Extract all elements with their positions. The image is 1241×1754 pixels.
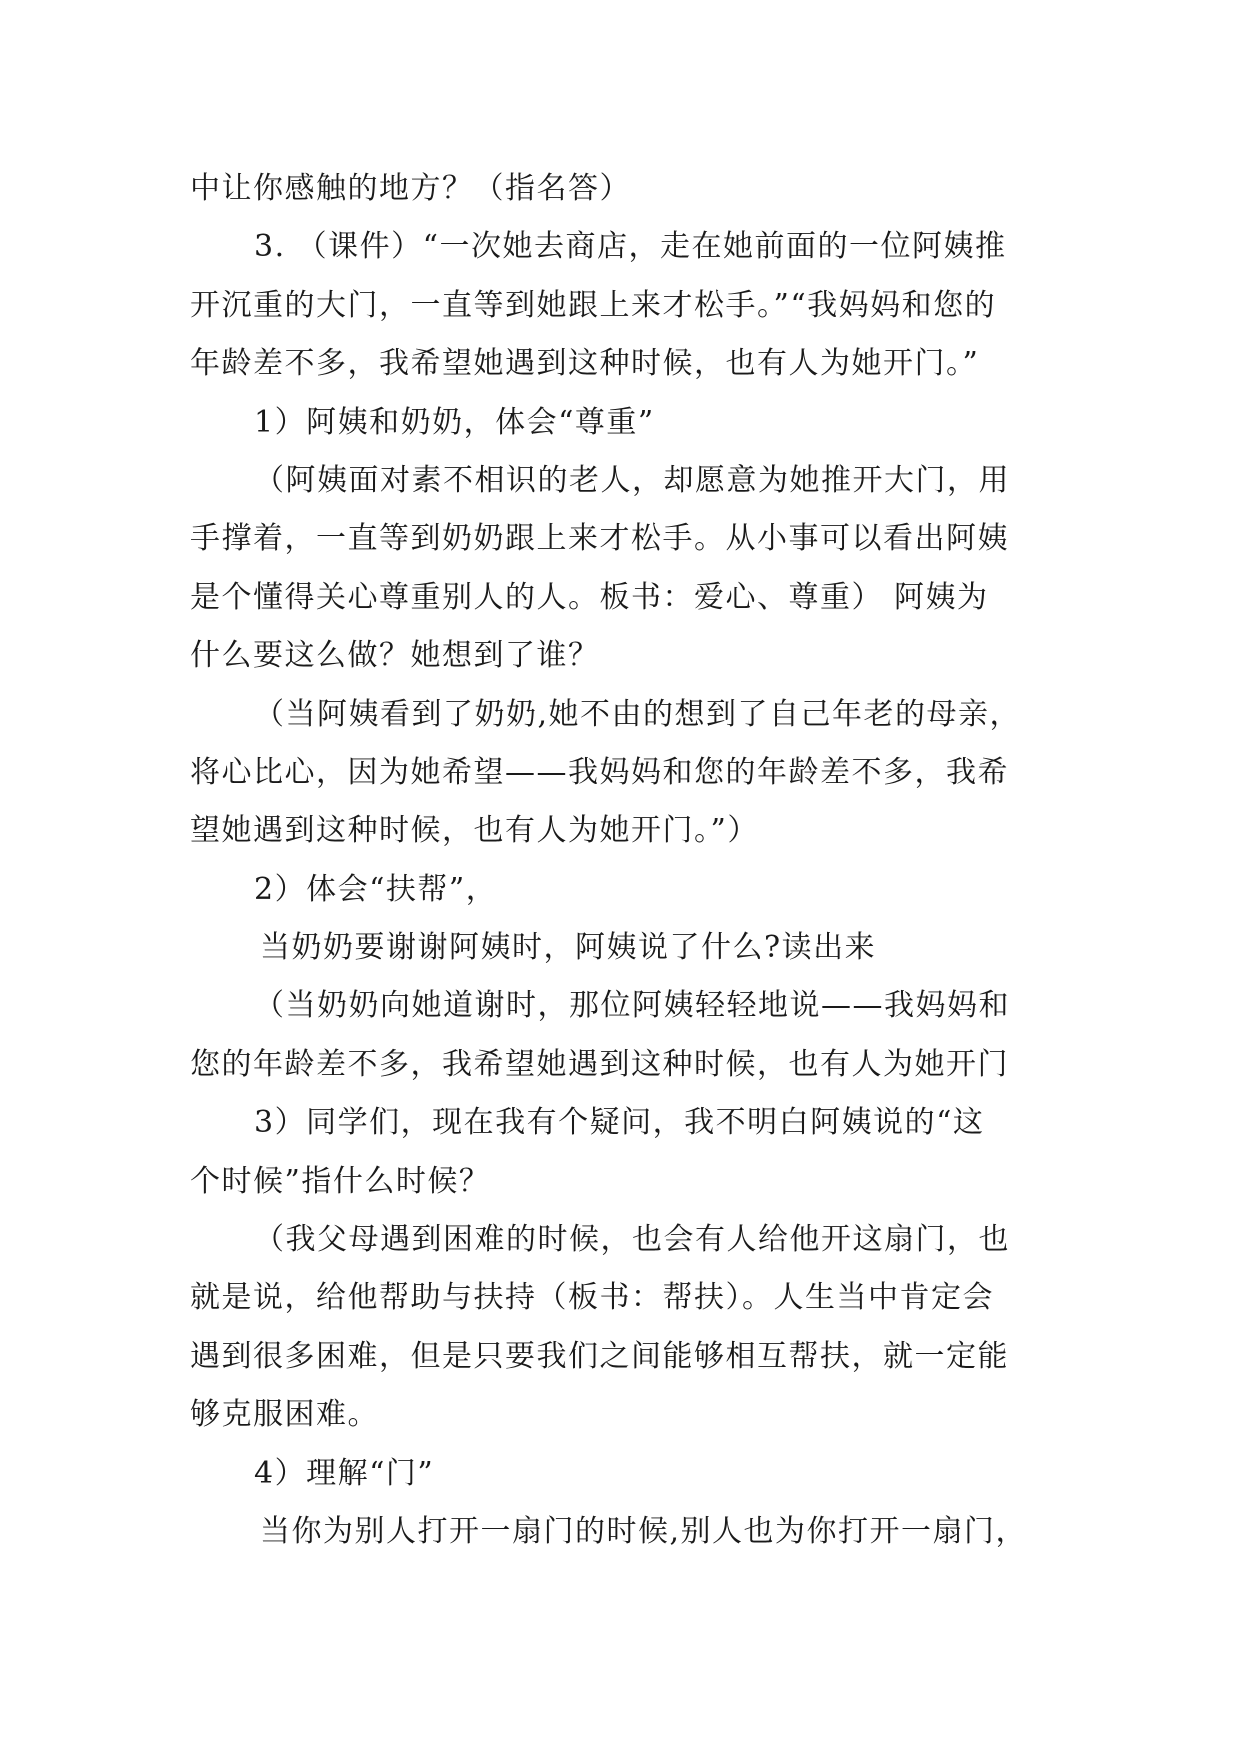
text-line: 年龄差不多，我希望她遇到这种时候，也有人为她开门。” [190, 346, 980, 382]
text-line: 3. （课件）“一次她去商店，走在她前面的一位阿姨推 [254, 229, 1007, 265]
text-line: 就是说，给他帮助与扶持（板书：帮扶）。人生当中肯定会 [190, 1280, 994, 1316]
text-line: 个时候”指什么时候？ [190, 1163, 491, 1199]
text-line: 当你为别人打开一扇门的时候,别人也为你打开一扇门， [260, 1513, 1028, 1549]
text-line: （当奶奶向她道谢时，那位阿姨轻轻地说——我妈妈和 [254, 988, 1010, 1024]
text-line: 望她遇到这种时候，也有人为她开门。”） [190, 813, 759, 849]
text-line: （阿姨面对素不相识的老人，却愿意为她推开大门，用 [254, 462, 1010, 498]
text-line: 您的年龄差不多，我希望她遇到这种时候，也有人为她开门 [190, 1046, 1009, 1082]
text-line: 手撑着，一直等到奶奶跟上来才松手。从小事可以看出阿姨 [190, 521, 1009, 557]
text-line: 开沉重的大门，一直等到她跟上来才松手。”“我妈妈和您的 [190, 287, 997, 323]
text-line: 当奶奶要谢谢阿姨时，阿姨说了什么?读出来 [260, 930, 877, 966]
text-line: （当阿姨看到了奶奶,她不由的想到了自己年老的母亲， [254, 696, 1022, 732]
text-line: 3）同学们，现在我有个疑问，我不明白阿姨说的“这 [254, 1105, 985, 1141]
text-line: 中让你感触的地方？（指名答） [190, 171, 631, 206]
text-line: 1）阿姨和奶奶，体会“尊重” [254, 404, 655, 440]
text-line: 遇到很多困难，但是只要我们之间能够相互帮扶，就一定能 [190, 1338, 1009, 1374]
text-line: 4）理解“门” [254, 1455, 435, 1491]
text-line: 够克服困难。 [190, 1397, 379, 1433]
text-line: 将心比心，因为她希望——我妈妈和您的年龄差不多，我希 [190, 754, 1009, 790]
text-line: 2）体会“扶帮”， [254, 871, 498, 907]
body-text [190, 160, 1060, 1561]
text-line: 是个懂得关心尊重别人的人。板书：爱心、尊重） 阿姨为 [190, 579, 989, 615]
text-line: 什么要这么做？她想到了谁？ [190, 638, 600, 674]
text-line: （我父母遇到困难的时候，也会有人给他开这扇门，也 [254, 1222, 1010, 1258]
